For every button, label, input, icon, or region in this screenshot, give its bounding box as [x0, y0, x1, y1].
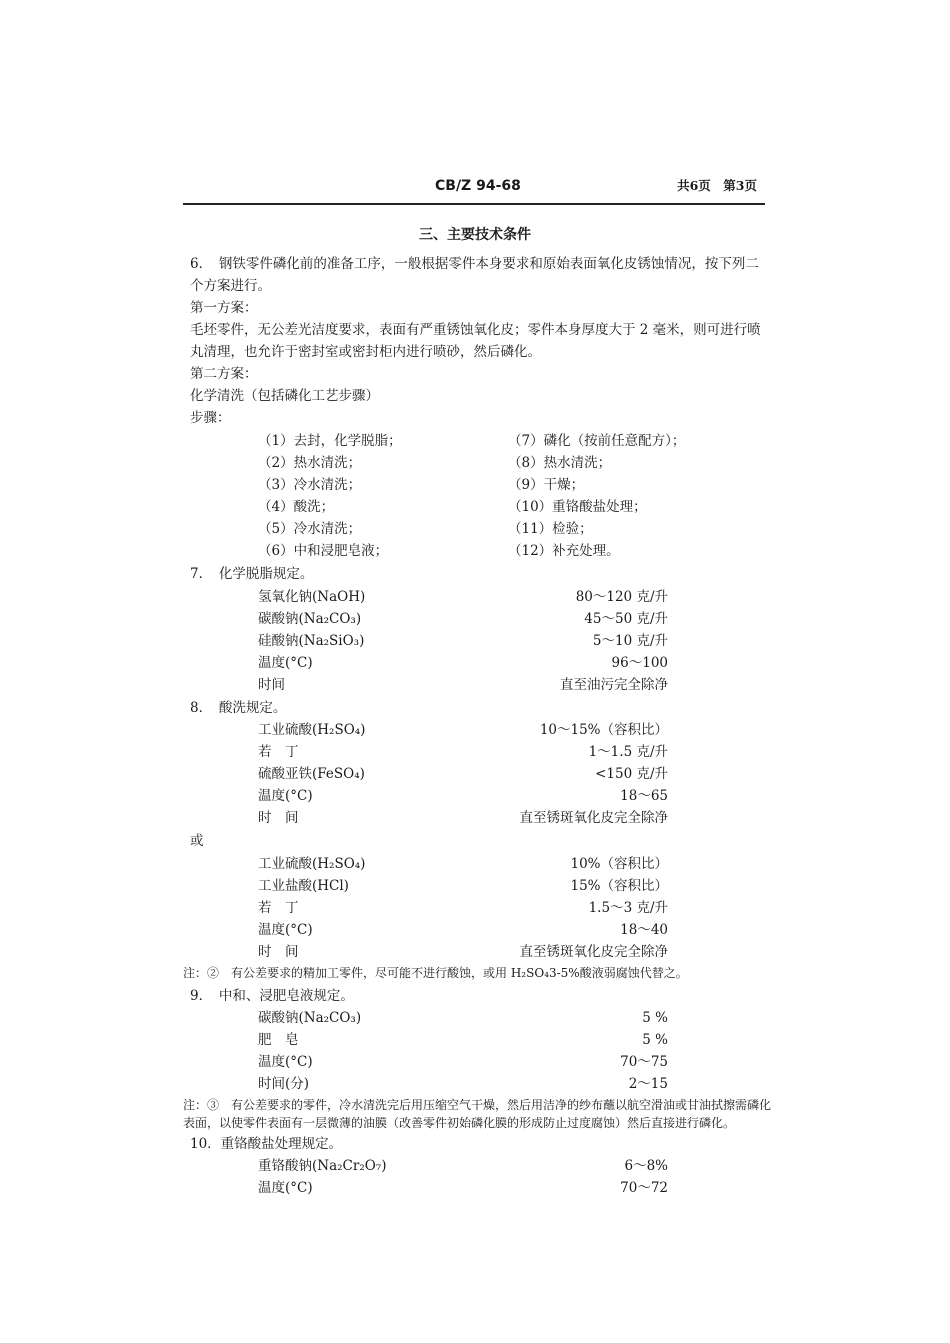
spec-label: 时 间: [258, 944, 299, 960]
plan-1-line-2: 丸清理，也允许于密封室或密封柜内进行喷砂，然后磷化。: [190, 344, 541, 360]
spec-label: 工业硫酸(H₂SO₄): [258, 722, 366, 738]
steps-row: [0, 496, 950, 518]
spec-label: 碳酸钠(Na₂CO₃): [258, 611, 362, 627]
spec-row: [0, 941, 950, 963]
spec-label: 重铬酸钠(Na₂Cr₂O₇): [258, 1158, 387, 1174]
spec-value: 18～40: [620, 922, 668, 938]
steps-row: [0, 452, 950, 474]
spec-value: <150 克/升: [595, 766, 668, 782]
step-item: （7）磷化（按前任意配方）；: [508, 433, 686, 449]
steps-row: [0, 540, 950, 562]
spec-row: [0, 719, 950, 741]
step-item: （12）补充处理。: [508, 543, 620, 559]
spec-value: 1～1.5 克/升: [588, 744, 668, 760]
spec-row: [0, 741, 950, 763]
spec-label: 时 间: [258, 810, 299, 826]
spec-label: 温度(°C): [258, 1180, 313, 1196]
section-title: 三、主要技术条件: [419, 227, 531, 243]
alternative-or: 或: [190, 833, 204, 849]
spec-value: 6～8%: [624, 1158, 668, 1174]
spec-value: 18～65: [620, 788, 668, 804]
spec-row: [0, 763, 950, 785]
clause-7-title: 7． 化学脱脂规定。: [190, 566, 314, 582]
note-3-line-2: 表面，以使零件表面有一层微薄的油膜（改善零件初始磷化膜的形成防止过度腐蚀）然后直接进行磷化。: [183, 1116, 736, 1130]
step-item: （10）重铬酸盐处理；: [508, 499, 647, 515]
spec-row: [0, 853, 950, 875]
spec-row: [0, 1029, 950, 1051]
spec-value: 80～120 克/升: [575, 589, 668, 605]
spec-value: 1.5～3 克/升: [588, 900, 668, 916]
steps-row: [0, 518, 950, 540]
plan-1-line-1: 毛坯零件，无公差光洁度要求，表面有严重锈蚀氧化皮；零件本身厚度大于 2 毫米，则可进行喷: [190, 322, 761, 338]
step-item: （3）冷水清洗；: [258, 477, 362, 493]
step-item: （4）酸洗；: [258, 499, 335, 515]
spec-label: 工业盐酸(HCl): [258, 878, 349, 894]
spec-label: 氢氧化钠(NaOH): [258, 589, 366, 605]
clause-8-title: 8． 酸洗规定。: [190, 700, 287, 716]
clause-10-title: 10．重铬酸盐处理规定。: [190, 1136, 343, 1152]
header-rule: [183, 203, 765, 205]
plan-2-title: 第二方案：: [190, 366, 258, 382]
spec-value: 5 %: [642, 1010, 668, 1026]
spec-label: 时间(分): [258, 1076, 310, 1092]
spec-value: 直至锈斑氧化皮完全除净: [519, 810, 668, 826]
spec-value: 5 %: [642, 1032, 668, 1048]
document-code: CB/Z 94-68: [435, 178, 521, 194]
steps-row: [0, 430, 950, 452]
spec-value: 96～100: [611, 655, 668, 671]
spec-value: 直至锈斑氧化皮完全除净: [519, 944, 668, 960]
spec-label: 温度(°C): [258, 655, 313, 671]
spec-label: 温度(°C): [258, 922, 313, 938]
spec-value: 2～15: [628, 1076, 668, 1092]
step-item: （2）热水清洗；: [258, 455, 362, 471]
spec-row: [0, 807, 950, 829]
spec-label: 肥 皂: [258, 1032, 299, 1048]
spec-label: 硅酸钠(Na₂SiO₃): [258, 633, 365, 649]
note-3-line-1: 注：③ 有公差要求的零件，冷水清洗完后用压缩空气干燥，然后用洁净的纱布蘸以航空滑油或甘油拭擦需磷化: [183, 1098, 772, 1112]
spec-label: 工业硫酸(H₂SO₄): [258, 856, 366, 872]
spec-label: 若 丁: [258, 900, 299, 916]
spec-row: [0, 919, 950, 941]
spec-row: [0, 1177, 950, 1199]
spec-row: [0, 652, 950, 674]
spec-value: 5～10 克/升: [592, 633, 668, 649]
note-2: 注：② 有公差要求的精加工零件，尽可能不进行酸蚀，或用 H₂SO₄3-5%酸液弱腐蚀代替之。: [183, 966, 688, 980]
plan-1-title: 第一方案：: [190, 300, 258, 316]
page-header: [190, 175, 765, 199]
spec-label: 硫酸亚铁(FeSO₄): [258, 766, 365, 782]
spec-value: 10～15%（容积比）: [539, 722, 668, 738]
spec-row: [0, 1007, 950, 1029]
spec-row: [0, 1073, 950, 1095]
step-item: （1）去封，化学脱脂；: [258, 433, 402, 449]
spec-label: 温度(°C): [258, 1054, 313, 1070]
steps-title: 步骤：: [190, 410, 231, 426]
spec-row: [0, 630, 950, 652]
spec-row: [0, 608, 950, 630]
spec-value: 直至油污完全除净: [560, 677, 668, 693]
clause-6-line-2: 个方案进行。: [190, 278, 271, 294]
spec-label: 时间: [258, 677, 285, 693]
clause-9-title: 9． 中和、浸肥皂液规定。: [190, 988, 354, 1004]
spec-value: 70～72: [620, 1180, 668, 1196]
spec-row: [0, 785, 950, 807]
spec-row: [0, 586, 950, 608]
step-item: （11）检验；: [508, 521, 593, 537]
step-item: （9）干燥；: [508, 477, 585, 493]
clause-6-line-1: 6． 钢铁零件磷化前的准备工序，一般根据零件本身要求和原始表面氧化皮锈蚀情况，按下列二: [190, 256, 759, 272]
spec-value: 70～75: [620, 1054, 668, 1070]
spec-row: [0, 674, 950, 696]
spec-value: 10%（容积比）: [570, 856, 668, 872]
steps-row: [0, 474, 950, 496]
spec-row: [0, 1155, 950, 1177]
spec-row: [0, 897, 950, 919]
spec-row: [0, 1051, 950, 1073]
step-item: （5）冷水清洗；: [258, 521, 362, 537]
spec-label: 温度(°C): [258, 788, 313, 804]
spec-value: 45～50 克/升: [584, 611, 668, 627]
plan-2-line-1: 化学清洗（包括磷化工艺步骤）: [190, 388, 379, 404]
spec-value: 15%（容积比）: [570, 878, 668, 894]
spec-row: [0, 875, 950, 897]
spec-label: 碳酸钠(Na₂CO₃): [258, 1010, 362, 1026]
step-item: （6）中和浸肥皂液；: [258, 543, 389, 559]
spec-label: 若 丁: [258, 744, 299, 760]
step-item: （8）热水清洗；: [508, 455, 612, 471]
page-number: 共6页 第3页: [677, 178, 757, 193]
